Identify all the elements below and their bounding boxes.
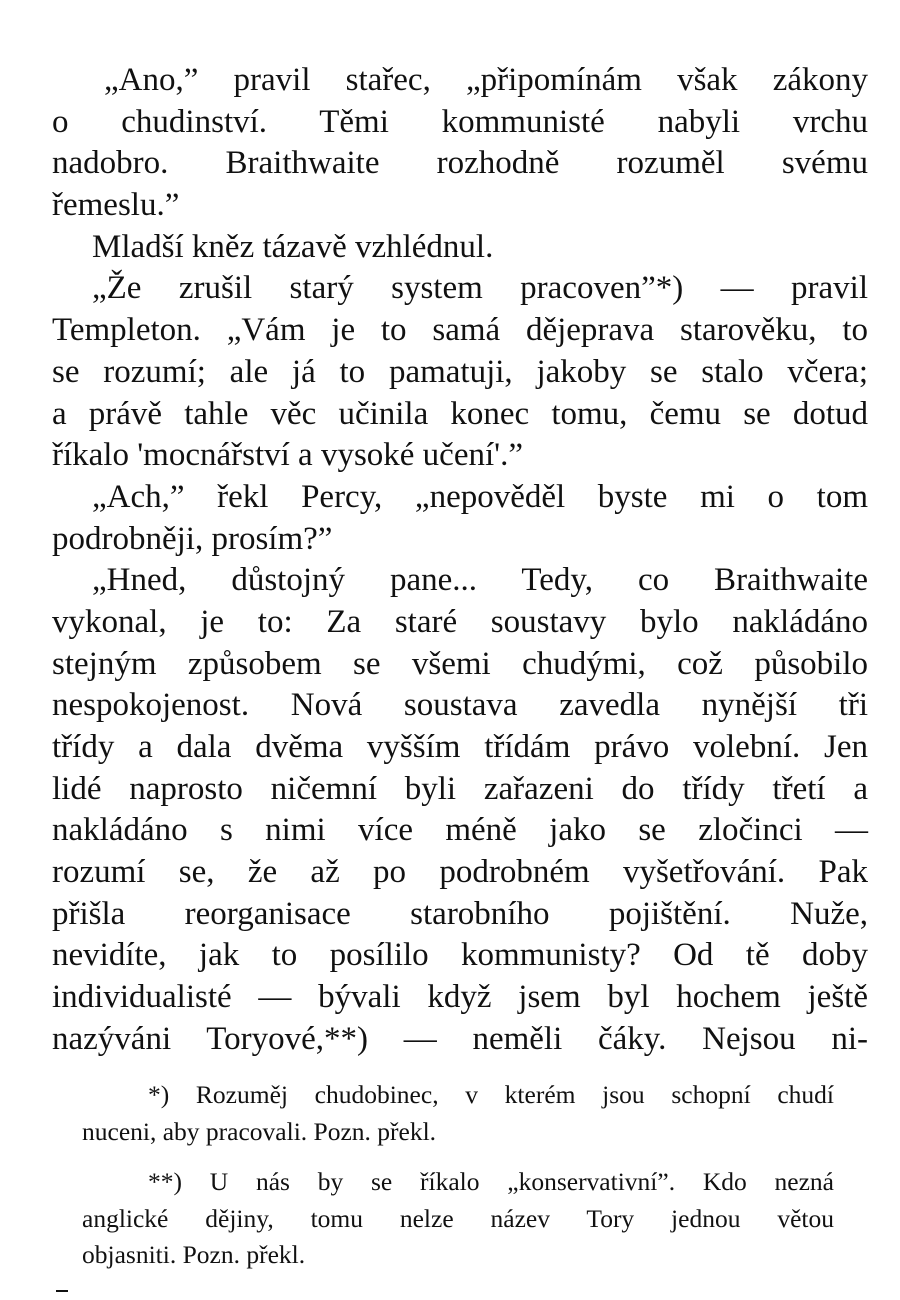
text-line: rozumí se, že až po podrobném vyšetřování. Pak <box>52 854 868 891</box>
text-line: „Že zrušil starý system pracoven”*) — pravil <box>92 270 868 307</box>
text-line: lidé naprosto ničemní byli zařazeni do třídy třetí a <box>52 770 868 807</box>
text-line: nakládáno s nimi více méně jako se zločinci — <box>52 812 868 849</box>
text-line: nespokojenost. Nová soustava zavedla nynější tři <box>52 687 868 724</box>
footnote-line: nuceni, aby pracovali. Pozn. překl. <box>82 1116 437 1146</box>
text-line: „Ano,” pravil stařec, „připomínám však zákony <box>104 62 868 98</box>
text-line: třídy a dala dvěma vyšším třídám právo volební. Jen <box>52 729 868 765</box>
body-text <box>52 60 868 1061</box>
footnote-1 <box>82 1077 834 1150</box>
text-line: „Ach,” řekl Percy, „nepověděl byste mi o tom <box>92 478 868 515</box>
text-line: řemeslu.” <box>52 187 180 224</box>
text-line: a právě tahle věc učinila konec tomu, čemu se dotud <box>52 395 868 432</box>
text-line: „Hned, důstojný pane... Tedy, co Braithwaite <box>92 562 868 599</box>
text-line: individualisté — bývali když jsem byl hochem ještě <box>52 979 868 1016</box>
text-line: Mladší kněz tázavě vzhlédnul. <box>92 228 494 265</box>
footnote-line: *) Rozuměj chudobinec, v kterém jsou schopní chudí <box>148 1080 834 1109</box>
footnote-2 <box>82 1164 834 1274</box>
text-line: Templeton. „Vám je to samá dějeprava starověku, to <box>52 312 868 349</box>
text-line: vykonal, je to: Za staré soustavy bylo nakládáno <box>52 603 868 640</box>
footnotes <box>82 1077 834 1274</box>
text-line: nadobro. Braithwaite rozhodně rozuměl svému <box>52 145 868 182</box>
text-line: přišla reorganisace starobního pojištění. Nuže, <box>52 895 868 932</box>
page-edge-mark <box>56 1290 68 1292</box>
text-line: podrobněji, prosím?” <box>52 520 333 557</box>
text-line: o chudinství. Těmi kommunisté nabyli vrchu <box>52 103 868 140</box>
text-line: říkalo 'mocnářství a vysoké učení'.” <box>52 437 523 474</box>
text-line: se rozumí; ale já to pamatuji, jakoby se stalo včera; <box>52 353 868 390</box>
footnote-spacer <box>82 1150 834 1164</box>
footnote-line: anglické dějiny, tomu nelze název Tory jednou větou <box>82 1203 834 1233</box>
text-line: nevidíte, jak to posílilo kommunisty? Od tě doby <box>52 937 868 974</box>
text-line: nazýváni Toryové,**) — neměli čáky. Nejsou ni- <box>52 1020 868 1057</box>
text-line: stejným způsobem se všemi chudými, což působilo <box>52 645 868 682</box>
footnote-line: **) U nás by se říkalo „konservativní”. Kdo nezná <box>148 1167 834 1196</box>
footnote-line: objasniti. Pozn. překl. <box>82 1240 306 1269</box>
